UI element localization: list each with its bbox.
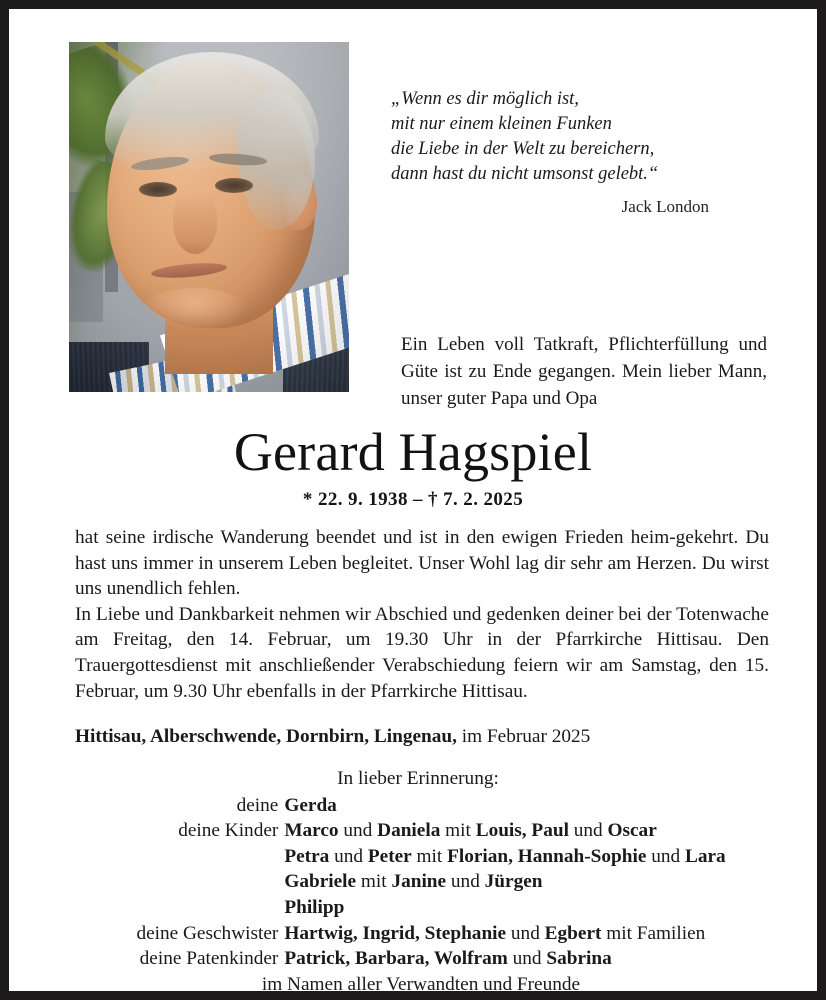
body-paragraph-2: In Liebe und Dankbarkeit nehmen wir Abschied und gedenken deiner bei der Totenwache am Freitag, den 14. Februar, um 19.30 Uhr in der Pfarrkirche Hittisau. Den Trauergottesdienst mit anschließender Verabschiedung feiern wir am Samstag, den 15. Februar, um 9.30 Uhr ebenfalls in der Pfarrkirche Hittisau. (75, 603, 769, 702)
intro-text: Ein Leben voll Tatkraft, Pflichterfüllung und Güte ist zu Ende gegangen. Mein lieber Mann, unser guter Papa und Opa (401, 334, 767, 409)
family-names: Gerda (284, 794, 337, 816)
family-relation: deine Patenkinder (139, 948, 279, 970)
family-names: Petra und Peter mit Florian, Hannah-Sophie und Lara (284, 845, 726, 867)
family-row (100, 895, 725, 921)
family-names: Philipp (284, 896, 345, 918)
family-row (100, 921, 725, 947)
deceased-name: Gerard Hagspiel (233, 422, 593, 482)
family-names: Hartwig, Ingrid, Stephanie und Egbert mit Familien (284, 922, 706, 944)
quote-line-3: die Liebe in der Welt zu bereichern, (391, 139, 655, 159)
family-relation (100, 869, 284, 895)
family-row (100, 844, 725, 870)
places-towns: Hittisau, Alberschwende, Dornbirn, Lingenau, (75, 726, 457, 747)
family-row (100, 818, 725, 844)
family-relation (100, 895, 284, 921)
family-names: Patrick, Barbara, Wolfram und Sabrina (284, 948, 612, 970)
memory-closing: im Namen aller Verwandten und Freunde (261, 973, 581, 995)
notice-sheet (9, 9, 817, 995)
quote-line-4: dann hast du nicht umsonst gelebt.“ (391, 164, 659, 184)
photo-vignette (69, 42, 349, 392)
body-text (75, 525, 769, 704)
body-paragraph-1: hat seine irdische Wanderung beendet und ist in den ewigen Frieden heim-gekehrt. Du hast uns immer in unserem Leben begleitet. Unser Wohl lag dir sehr am Herzen. Du wirst uns unendlich fehlen. (75, 527, 769, 600)
places-date: im Februar 2025 (456, 726, 591, 747)
family-relation (100, 844, 284, 870)
portrait-photo (69, 42, 349, 392)
quote-line-2: mit nur einem kleinen Funken (391, 114, 612, 134)
family-relation: deine Geschwister (136, 922, 279, 944)
family-relation: deine Kinder (178, 820, 279, 842)
memory-heading: In lieber Erinnerung: (337, 768, 499, 789)
quotation-block (391, 87, 721, 217)
memory-block (9, 766, 817, 997)
places-line (75, 724, 590, 750)
family-row (100, 869, 725, 895)
family-relation: deine (236, 794, 279, 816)
family-row (100, 946, 725, 972)
family-list (100, 793, 725, 972)
quote-author: Jack London (621, 197, 709, 216)
quote-line-1: „Wenn es dir möglich ist, (391, 89, 579, 109)
life-dates: * 22. 9. 1938 – † 7. 2. 2025 (302, 489, 524, 510)
family-row (100, 793, 725, 819)
family-names: Gabriele mit Janine und Jürgen (284, 871, 543, 893)
family-names: Marco und Daniela mit Louis, Paul und Oscar (284, 820, 657, 842)
